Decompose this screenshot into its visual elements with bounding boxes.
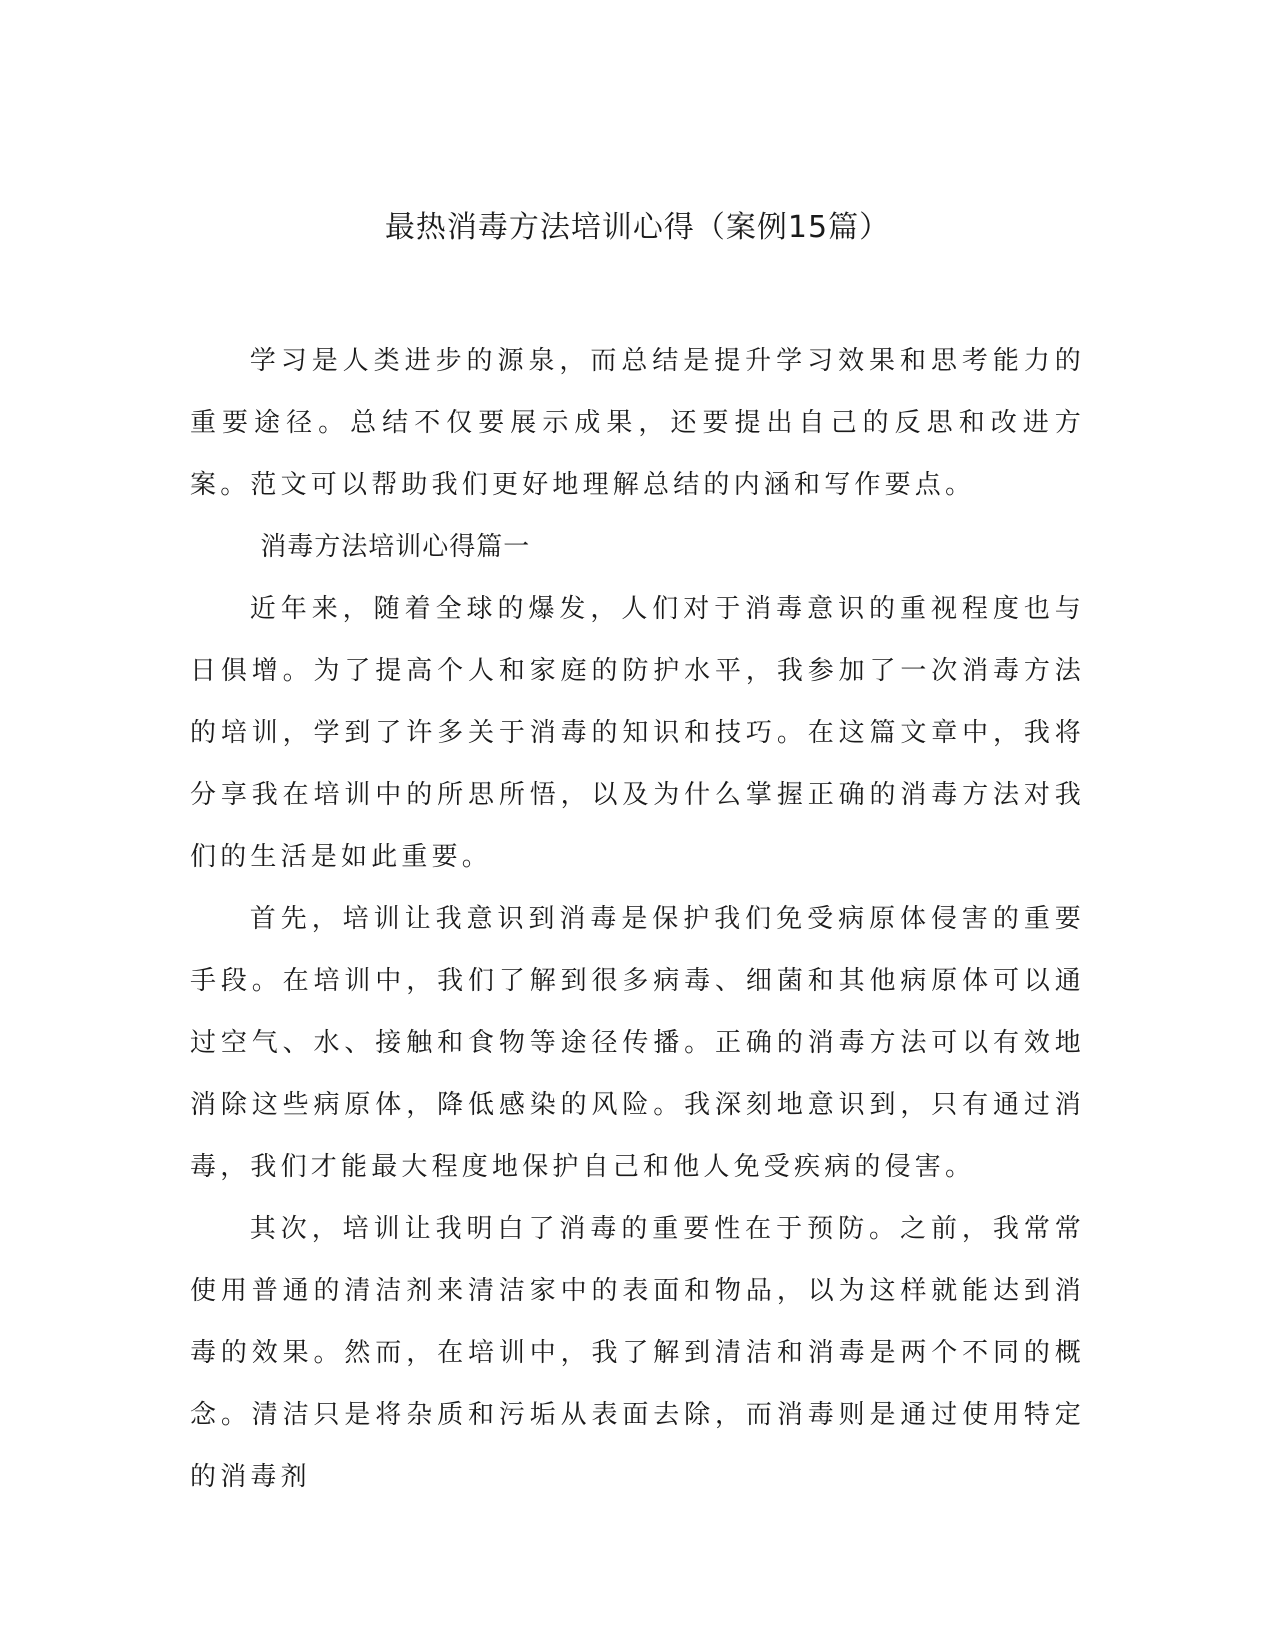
section-heading: 消毒方法培训心得篇一: [260, 532, 531, 562]
document-body: [190, 330, 1085, 1508]
body-paragraph-3: 其次，培训让我明白了消毒的重要性在于预防。之前，我常常使用普通的清洁剂来清洁家中的表面和物品，以为这样就能达到消毒的效果。然而，在培训中，我了解到清洁和消毒是两个不同的概念。清洁只是将杂质和污垢从表面去除，而消毒则是通过使用特定的消毒剂: [190, 1214, 1085, 1492]
body-paragraph-1: 近年来，随着全球的爆发，人们对于消毒意识的重视程度也与日俱增。为了提高个人和家庭的防护水平，我参加了一次消毒方法的培训，学到了许多关于消毒的知识和技巧。在这篇文章中，我将分享我在培训中的所思所悟，以及为什么掌握正确的消毒方法对我们的生活是如此重要。: [190, 594, 1085, 872]
intro-paragraph: 学习是人类进步的源泉，而总结是提升学习效果和思考能力的重要途径。总结不仅要展示成果，还要提出自己的反思和改进方案。范文可以帮助我们更好地理解总结的内涵和写作要点。: [190, 346, 1085, 500]
document-title: 最热消毒方法培训心得（案例15篇）: [384, 210, 891, 245]
body-paragraph-2: 首先，培训让我意识到消毒是保护我们免受病原体侵害的重要手段。在培训中，我们了解到很多病毒、细菌和其他病原体可以通过空气、水、接触和食物等途径传播。正确的消毒方法可以有效地消除这些病原体，降低感染的风险。我深刻地意识到，只有通过消毒，我们才能最大程度地保护自己和他人免受疾病的侵害。: [190, 904, 1085, 1182]
